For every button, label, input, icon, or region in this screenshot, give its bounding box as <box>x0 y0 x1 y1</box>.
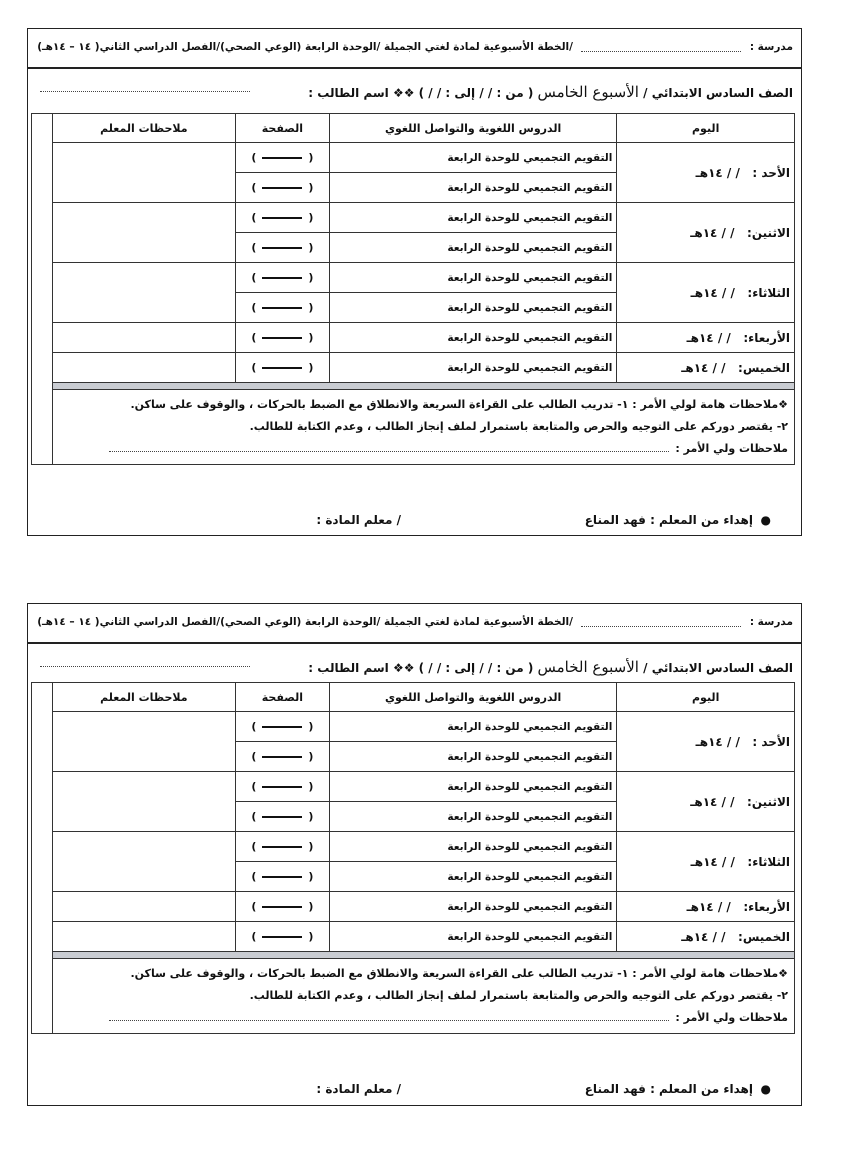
lesson-cell: التقويم التجميعي للوحدة الرابعة <box>329 712 616 742</box>
lesson-cell: التقويم التجميعي للوحدة الرابعة <box>329 233 616 263</box>
paren-close: ) <box>251 750 257 763</box>
paren-close: ) <box>251 331 257 344</box>
parent-note-2: ٢- يقتصر دوركم على التوجيه والحرص والمتابعة باستمرار لملف إنجاز الطالب ، وعدم الكتابة للطالب. <box>249 989 788 1002</box>
notes-cell <box>52 772 235 832</box>
col-notes: ملاحظات المعلم <box>52 683 235 712</box>
notes-cell <box>52 323 235 353</box>
day-date: / / ١٤هـ <box>686 330 731 345</box>
lesson-cell: التقويم التجميعي للوحدة الرابعة <box>329 173 616 203</box>
parent-comments-label: ملاحظات ولي الأمر : <box>675 442 788 455</box>
col-lessons: الدروس اللغوية والتواصل اللغوي <box>329 683 616 712</box>
separator-bar <box>52 383 794 390</box>
sheet-header <box>28 29 801 69</box>
paren-close: ) <box>251 930 257 943</box>
lesson-cell: التقويم التجميعي للوحدة الرابعة <box>329 143 616 173</box>
page-cell <box>235 832 329 862</box>
day-date: / / ١٤هـ <box>681 929 726 944</box>
notes-cell <box>52 712 235 772</box>
page-cell <box>235 892 329 922</box>
school-dots <box>581 41 741 52</box>
parent-comments-dots <box>109 441 669 452</box>
notes-cell <box>52 892 235 922</box>
paren-close: ) <box>251 780 257 793</box>
school-label: مدرسة : <box>749 41 793 53</box>
paren-close: ) <box>251 271 257 284</box>
day-date: / / ١٤هـ <box>681 360 726 375</box>
parent-comments-row <box>59 1007 788 1029</box>
sheet-header <box>28 604 801 644</box>
col-notes: ملاحظات المعلم <box>52 114 235 143</box>
parent-comments-label: ملاحظات ولي الأمر : <box>675 1011 788 1024</box>
bullet-icon: ● <box>760 1082 771 1096</box>
day-date: / / ١٤هـ <box>690 285 735 300</box>
paren-open: ( <box>308 750 314 763</box>
day-name: الخميس: <box>738 929 790 944</box>
lesson-cell: التقويم التجميعي للوحدة الرابعة <box>329 922 616 952</box>
page-blank <box>262 816 302 818</box>
parent-comments-dots <box>109 1010 669 1021</box>
paren-open: ( <box>308 331 314 344</box>
day-name: الأربعاء: <box>743 899 790 914</box>
left-margin <box>32 683 53 1034</box>
day-tuesday <box>617 832 795 892</box>
week-label: الأسبوع الخامس <box>537 658 639 676</box>
paren-open: ( <box>308 181 314 194</box>
lesson-cell: التقويم التجميعي للوحدة الرابعة <box>329 862 616 892</box>
page-blank <box>262 786 302 788</box>
paren-open: ( <box>308 720 314 733</box>
page-cell <box>235 922 329 952</box>
info-row <box>28 69 801 109</box>
page-blank <box>262 756 302 758</box>
page-cell <box>235 173 329 203</box>
col-page: الصفحة <box>235 114 329 143</box>
notes-cell <box>52 263 235 323</box>
page-blank <box>262 876 302 878</box>
day-name: الثلاثاء: <box>747 285 790 300</box>
paren-open: ( <box>308 780 314 793</box>
page-blank <box>262 337 302 339</box>
paren-close: ) <box>251 151 257 164</box>
plan-sheet-2 <box>27 603 802 1106</box>
page-cell <box>235 353 329 383</box>
date-range: ( من : / / إلى : / / ) ❖❖ اسم الطالب : <box>308 86 534 100</box>
page-cell <box>235 233 329 263</box>
day-thursday <box>617 353 795 383</box>
page-blank <box>262 187 302 189</box>
paren-open: ( <box>308 870 314 883</box>
student-name-dots <box>40 91 250 92</box>
sheet-footer <box>28 1076 801 1102</box>
day-name: الثلاثاء: <box>747 854 790 869</box>
lesson-cell: التقويم التجميعي للوحدة الرابعة <box>329 742 616 772</box>
page-blank <box>262 217 302 219</box>
col-page: الصفحة <box>235 683 329 712</box>
page-cell <box>235 263 329 293</box>
lesson-cell: التقويم التجميعي للوحدة الرابعة <box>329 802 616 832</box>
parent-comments-row <box>59 438 788 460</box>
col-lessons: الدروس اللغوية والتواصل اللغوي <box>329 114 616 143</box>
weekly-table <box>31 113 795 465</box>
page-blank <box>262 157 302 159</box>
page-blank <box>262 247 302 249</box>
plan-sheet-1 <box>27 28 802 536</box>
col-day: اليوم <box>617 683 795 712</box>
gift-text: إهداء من المعلم : فهد المناع <box>584 1082 753 1096</box>
parent-note-1: ❖ملاحظات هامة لولي الأمر : ١- تدريب الطالب على القراءة السريعة والانطلاق مع الضبط بالحركات ، والوقوف على ساكن. <box>130 398 788 411</box>
paren-open: ( <box>308 211 314 224</box>
notes-cell <box>52 832 235 892</box>
page-blank <box>262 367 302 369</box>
page-blank <box>262 936 302 938</box>
lesson-cell: التقويم التجميعي للوحدة الرابعة <box>329 323 616 353</box>
notes-cell <box>52 143 235 203</box>
paren-close: ) <box>251 301 257 314</box>
sheet-footer <box>28 507 801 533</box>
grade-label <box>308 658 793 676</box>
lesson-cell: التقويم التجميعي للوحدة الرابعة <box>329 203 616 233</box>
paren-close: ) <box>251 241 257 254</box>
page-cell <box>235 802 329 832</box>
paren-close: ) <box>251 870 257 883</box>
paren-close: ) <box>251 810 257 823</box>
week-label: الأسبوع الخامس <box>537 83 639 101</box>
page-cell <box>235 712 329 742</box>
paren-open: ( <box>308 301 314 314</box>
page-cell <box>235 323 329 353</box>
page-blank <box>262 906 302 908</box>
day-name: الأحد : <box>752 734 790 749</box>
lesson-cell: التقويم التجميعي للوحدة الرابعة <box>329 353 616 383</box>
grade-text: الصف السادس الابتدائي / <box>643 86 793 100</box>
day-name: الأحد : <box>752 165 790 180</box>
teacher-label: / معلم المادة : <box>316 513 401 527</box>
page-blank <box>262 726 302 728</box>
notes-cell <box>52 353 235 383</box>
day-wednesday <box>617 892 795 922</box>
day-date: / / ١٤هـ <box>695 165 740 180</box>
notes-cell <box>52 922 235 952</box>
paren-close: ) <box>251 181 257 194</box>
day-monday <box>617 772 795 832</box>
day-thursday <box>617 922 795 952</box>
day-name: الاثنين: <box>747 794 790 809</box>
day-date: / / ١٤هـ <box>695 734 740 749</box>
school-label: مدرسة : <box>749 616 793 628</box>
page-cell <box>235 293 329 323</box>
paren-close: ) <box>251 900 257 913</box>
day-tuesday <box>617 263 795 323</box>
school-dots <box>581 616 741 627</box>
paren-open: ( <box>308 930 314 943</box>
teacher-label: / معلم المادة : <box>316 1082 401 1096</box>
parent-notes-box <box>52 959 794 1034</box>
student-name-dots <box>40 666 250 667</box>
paren-close: ) <box>251 211 257 224</box>
day-name: الأربعاء: <box>743 330 790 345</box>
parent-note-1: ❖ملاحظات هامة لولي الأمر : ١- تدريب الطالب على القراءة السريعة والانطلاق مع الضبط بالحركات ، والوقوف على ساكن. <box>130 967 788 980</box>
paren-close: ) <box>251 840 257 853</box>
page-cell <box>235 772 329 802</box>
parent-notes-box <box>52 390 794 465</box>
left-margin <box>32 114 53 465</box>
page-cell <box>235 203 329 233</box>
paren-open: ( <box>308 151 314 164</box>
page-blank <box>262 846 302 848</box>
paren-open: ( <box>308 840 314 853</box>
page-blank <box>262 307 302 309</box>
page-cell <box>235 143 329 173</box>
paren-close: ) <box>251 720 257 733</box>
bullet-icon: ● <box>760 513 771 527</box>
lesson-cell: التقويم التجميعي للوحدة الرابعة <box>329 263 616 293</box>
grade-text: الصف السادس الابتدائي / <box>643 661 793 675</box>
parent-note-2: ٢- يقتصر دوركم على التوجيه والحرص والمتابعة باستمرار لملف إنجاز الطالب ، وعدم الكتابة للطالب. <box>249 420 788 433</box>
lesson-cell: التقويم التجميعي للوحدة الرابعة <box>329 772 616 802</box>
paren-open: ( <box>308 361 314 374</box>
day-wednesday <box>617 323 795 353</box>
weekly-table <box>31 682 795 1034</box>
grade-label <box>308 83 793 101</box>
page-cell <box>235 862 329 892</box>
plan-title: /الخطة الأسبوعية لمادة لغتي الجميلة /الوحدة الرابعة (الوعي الصحي)/الفصل الدراسي الثاني( ١٤ – ١٤هـ) <box>37 616 573 628</box>
info-row <box>28 644 801 684</box>
paren-open: ( <box>308 900 314 913</box>
day-monday <box>617 203 795 263</box>
day-name: الاثنين: <box>747 225 790 240</box>
page-blank <box>262 277 302 279</box>
paren-open: ( <box>308 241 314 254</box>
plan-title: /الخطة الأسبوعية لمادة لغتي الجميلة /الوحدة الرابعة (الوعي الصحي)/الفصل الدراسي الثاني( ١٤ – ١٤هـ) <box>37 41 573 53</box>
paren-close: ) <box>251 361 257 374</box>
date-range: ( من : / / إلى : / / ) ❖❖ اسم الطالب : <box>308 661 534 675</box>
lesson-cell: التقويم التجميعي للوحدة الرابعة <box>329 892 616 922</box>
notes-cell <box>52 203 235 263</box>
day-sunday <box>617 712 795 772</box>
day-name: الخميس: <box>738 360 790 375</box>
paren-open: ( <box>308 810 314 823</box>
day-date: / / ١٤هـ <box>690 854 735 869</box>
separator-bar <box>52 952 794 959</box>
page-cell <box>235 742 329 772</box>
day-sunday <box>617 143 795 203</box>
lesson-cell: التقويم التجميعي للوحدة الرابعة <box>329 832 616 862</box>
col-day: اليوم <box>617 114 795 143</box>
gift-text: إهداء من المعلم : فهد المناع <box>584 513 753 527</box>
day-date: / / ١٤هـ <box>686 899 731 914</box>
day-date: / / ١٤هـ <box>690 225 735 240</box>
day-date: / / ١٤هـ <box>690 794 735 809</box>
paren-open: ( <box>308 271 314 284</box>
lesson-cell: التقويم التجميعي للوحدة الرابعة <box>329 293 616 323</box>
